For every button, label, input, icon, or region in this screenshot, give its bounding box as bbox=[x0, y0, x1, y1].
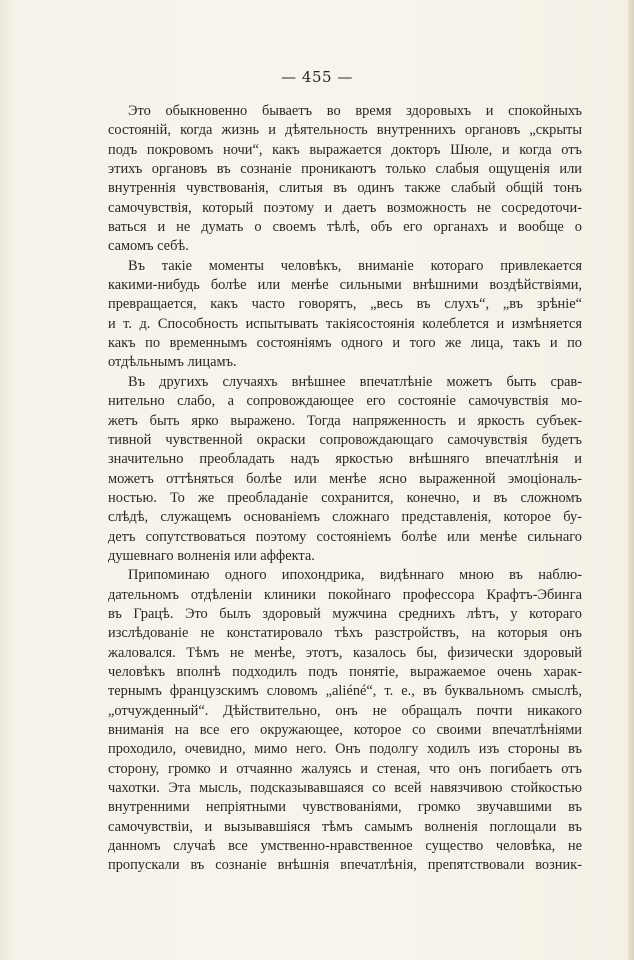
text-line: самочувствіи, и вызывавшіяся тѣмъ самымъ волненія поглощали въ bbox=[108, 818, 582, 835]
text-line: дательномъ отдѣленіи клиники покойнаго профессора Крафтъ-Эбинга bbox=[108, 586, 582, 603]
text-line: въ Грацѣ. Это былъ здоровый мужчина среднихъ лѣтъ, у котораго bbox=[108, 605, 582, 622]
text-line: и т. д. Способность испытывать такіясостоянія колеблется и измѣняется bbox=[108, 315, 582, 332]
text-line: этихъ органовъ въ сознаніе проникаютъ только слабыя ощущенія или bbox=[108, 161, 582, 178]
paragraph-1 bbox=[108, 102, 582, 257]
text-line: человѣкъ вполнѣ подходилъ подъ понятіе, выражаемое очень харак- bbox=[108, 663, 582, 680]
paragraph-3 bbox=[108, 373, 582, 566]
text-line: Въ другихъ случаяхъ внѣшнее впечатлѣніе можетъ быть срав- bbox=[128, 373, 582, 390]
body-text bbox=[108, 102, 582, 876]
paragraph-4 bbox=[108, 566, 582, 876]
text-line: отдѣльнымъ лицамъ. bbox=[108, 354, 237, 371]
text-line: тернымъ французскимъ словомъ „aliéné“, т. е., въ буквальномъ смыслѣ, bbox=[108, 683, 582, 700]
text-line: жетъ быть ярко выражено. Тогда напряженность и яркость субъек- bbox=[108, 412, 582, 429]
text-line: пропускали въ сознаніе внѣшнія впечатлѣнія, препятствовали возник- bbox=[108, 857, 582, 874]
text-line: „отчужденный“. Дѣйствительно, онъ не обращалъ почти никакого bbox=[108, 702, 582, 719]
text-line: жаловался. Тѣмъ не менѣе, этотъ, казалось бы, физически здоровый bbox=[108, 644, 582, 661]
text-line: какъ по временнымъ состояніямъ одного и того же лица, такъ и по bbox=[108, 335, 582, 352]
text-line: ностью. То же преобладаніе сохранится, конечно, и въ сложномъ bbox=[108, 489, 582, 506]
text-line: внутренними непріятными чувствованіями, громко звучавшими въ bbox=[108, 799, 582, 816]
text-line: ваться и не думать о своемъ тѣлѣ, объ его органахъ и вообще о bbox=[108, 219, 582, 236]
text-line: сторону, громко и отчаянно жалуясь и стеная, что онъ погибаетъ отъ bbox=[108, 760, 582, 777]
page-number: — 455 — bbox=[281, 68, 353, 86]
text-line: можетъ оттѣняться болѣе или менѣе ясно выраженной эмоціональ- bbox=[108, 470, 582, 487]
text-line: состояній, когда жизнь и дѣятельность внутреннихъ органовъ „скрыты bbox=[108, 122, 582, 139]
text-line: слѣдѣ, служащемъ основаніемъ сложнаго представленія, которое бу- bbox=[108, 509, 582, 526]
text-line: самомъ себѣ. bbox=[108, 238, 189, 255]
paragraph-2 bbox=[108, 257, 582, 373]
text-line: подъ покровомъ ночи“, какъ выражается докторъ Шюле, и когда отъ bbox=[108, 141, 582, 158]
text-line: детъ сопутствоваться поэтому состояніемъ болѣе или менѣе сильнаго bbox=[108, 528, 582, 545]
text-line: вниманія на все его окружающее, которое со своими впечатлѣніями bbox=[108, 722, 582, 738]
text-line: чахотки. Эта мысль, подсказывавшаяся со всей навязчивою стойкостью bbox=[108, 780, 582, 797]
text-line: Припоминаю одного ипохондрика, видѣннаго мною въ наблю- bbox=[128, 567, 582, 584]
page-edge bbox=[628, 0, 634, 960]
text-line: внутреннія чувствованія, слитыя въ одинъ также слабый общій тонъ bbox=[108, 180, 582, 197]
text-line: какими-нибудь болѣе или менѣе сильными внѣшними воздѣйствіями, bbox=[108, 277, 582, 294]
text-line: нительно слабо, а сопровождающее его состояніе самочувствія мо- bbox=[108, 393, 582, 410]
text-line: превращается, какъ часто говорятъ, „весь въ слухъ“, „въ зрѣніе“ bbox=[108, 296, 582, 313]
text-line: данномъ случаѣ все умственно-нравственное существо человѣка, не bbox=[108, 838, 582, 855]
text-line: душевнаго волненія или аффекта. bbox=[108, 547, 315, 564]
text-line: Это обыкновенно бываетъ во время здоровыхъ и спокойныхъ bbox=[128, 103, 582, 119]
text-line: значительно преобладать надъ яркостью внѣшняго впечатлѣнія и bbox=[108, 451, 582, 468]
text-line: самочувствія, который поэтому и даетъ возможность не сосредоточи- bbox=[108, 199, 582, 216]
text-line: изслѣдованіе не констатировало тѣхъ разстройствъ, на которыя онъ bbox=[108, 625, 582, 642]
text-line: Въ такіе моменты человѣкъ, вниманіе котораго привлекается bbox=[128, 257, 582, 274]
text-line: тивной чувственной окраски сопровождающаго самочувствія будетъ bbox=[108, 431, 582, 448]
text-line: проходило, очевидно, мимо него. Онъ подолгу ходилъ изъ стороны въ bbox=[108, 741, 582, 758]
